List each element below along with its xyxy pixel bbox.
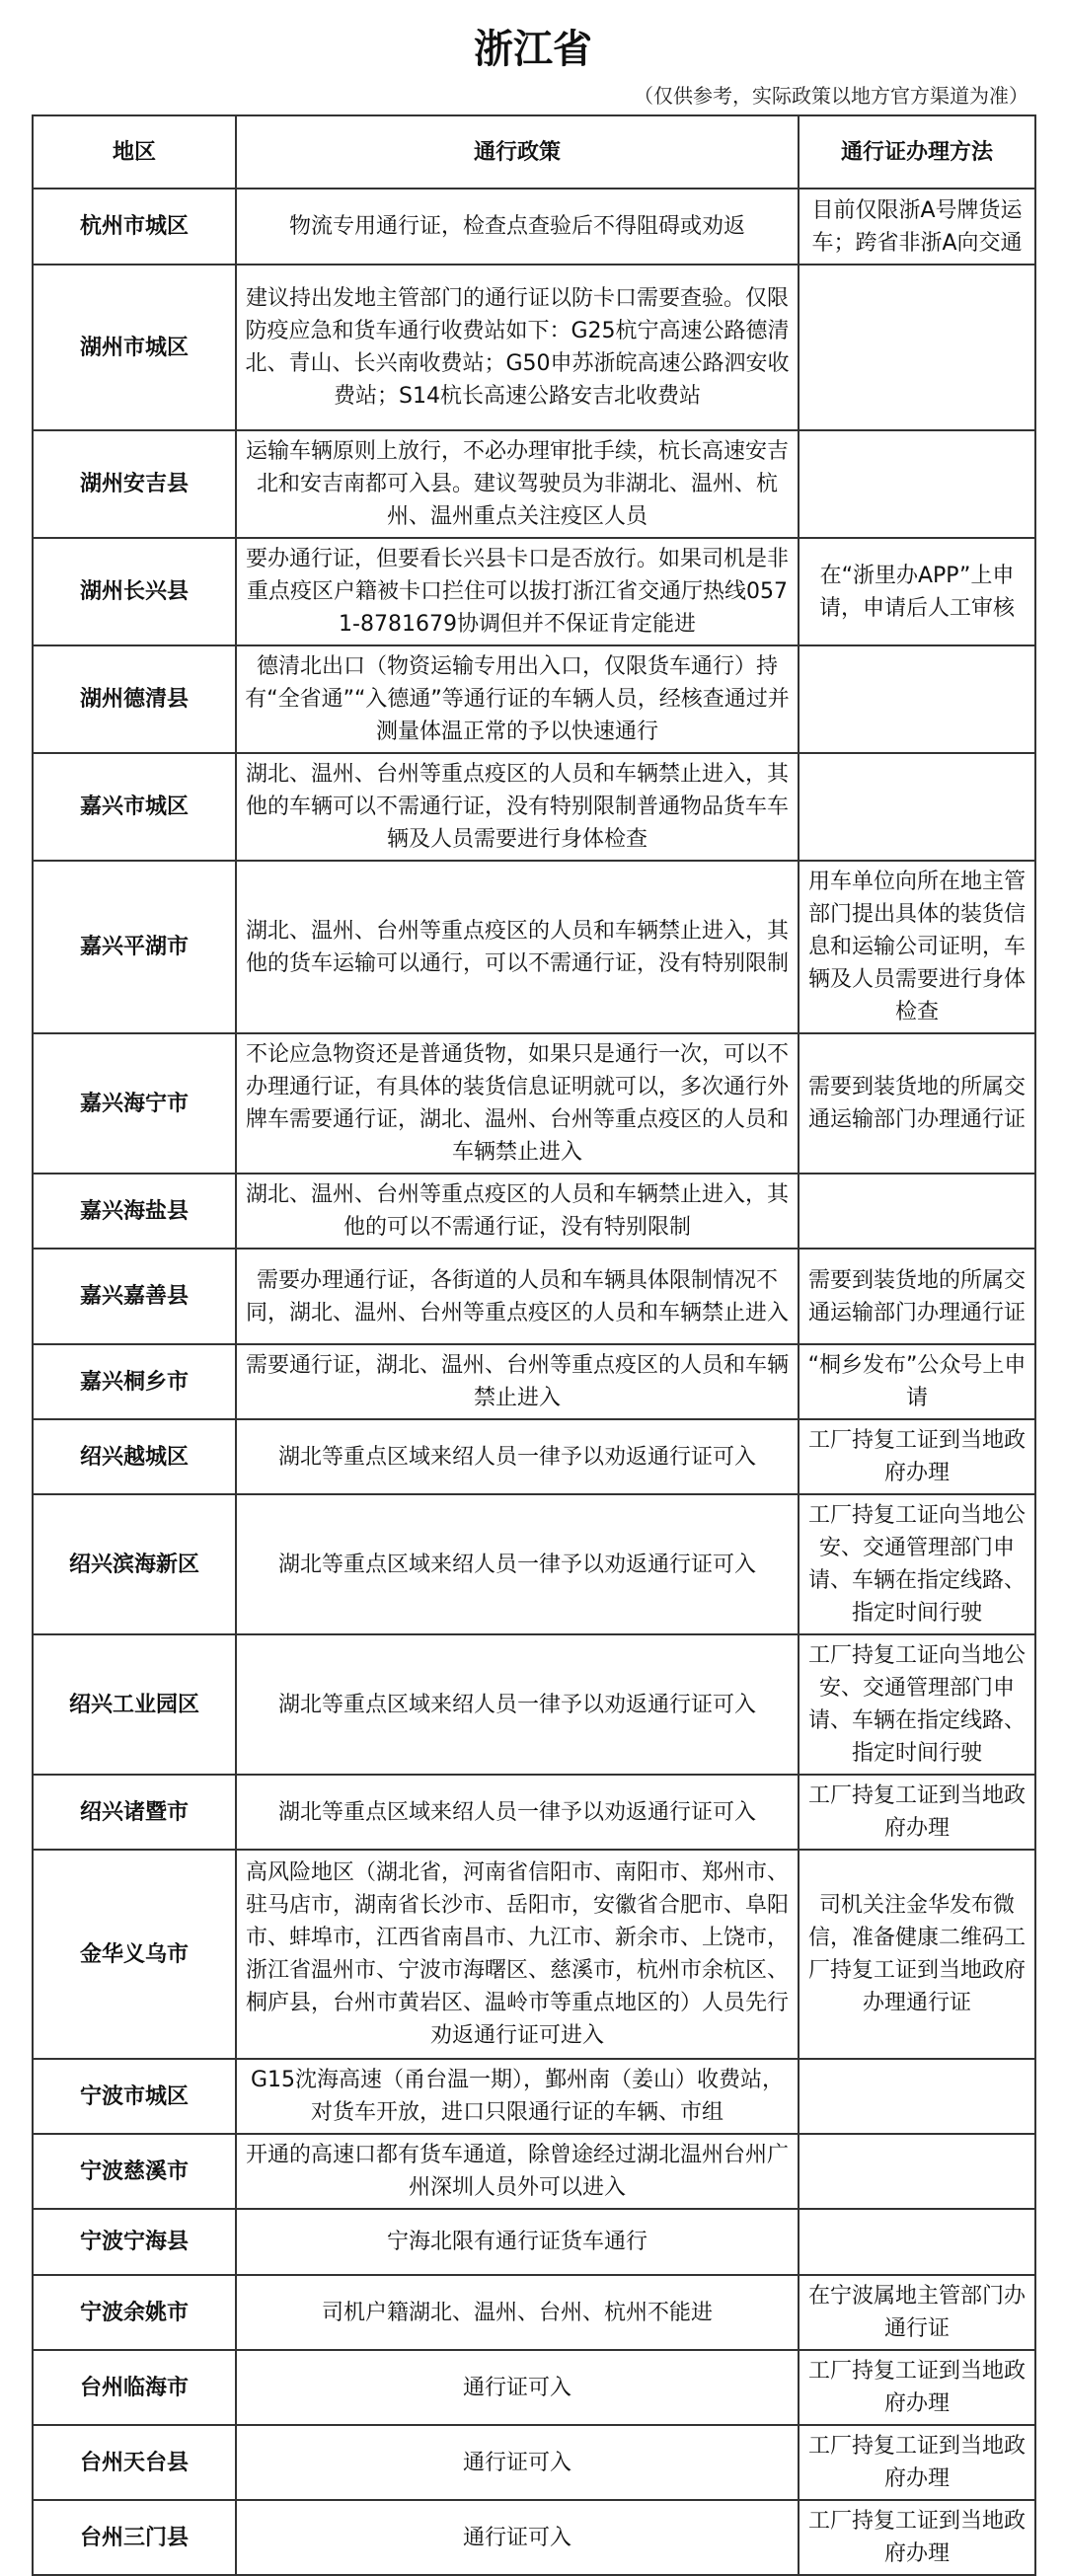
table-row [33, 861, 1035, 1033]
table-row [33, 1249, 1035, 1344]
method-cell: 需要到装货地的所属交通运输部门办理通行证 [799, 1033, 1035, 1174]
region-cell: 宁波余姚市 [33, 2275, 236, 2350]
policy-cell: 要办通行证，但要看长兴县卡口是否放行。如果司机是非重点疫区户籍被卡口拦住可以拔打浙江省交通厅热线0571-8781679协调但并不保证肯定能进 [236, 538, 799, 645]
policy-cell: 湖北等重点区域来绍人员一律予以劝返通行证可入 [236, 1775, 799, 1850]
header-policy: 通行政策 [236, 115, 799, 189]
region-cell: 绍兴滨海新区 [33, 1494, 236, 1634]
table-row [33, 1634, 1035, 1775]
table-row [33, 189, 1035, 265]
policy-cell: 湖北等重点区域来绍人员一律予以劝返通行证可入 [236, 1634, 799, 1775]
policy-cell: 高风险地区（湖北省，河南省信阳市、南阳市、郑州市、驻马店市，湖南省长沙市、岳阳市，安徽省合肥市、阜阳市、蚌埠市，江西省南昌市、九江市、新余市、上饶市，浙江省温州市、宁波市海曙区、慈溪市，杭州市余杭区、桐庐县，台州市黄岩区、温岭市等重点地区的）人员先行劝返通行证可进入 [236, 1850, 799, 2059]
policy-cell: 湖北、温州、台州等重点疫区的人员和车辆禁止进入，其他的车辆可以不需通行证，没有特别限制普通物品货车车辆及人员需要进行身体检查 [236, 753, 799, 861]
header-row [33, 115, 1035, 189]
table-row [33, 2134, 1035, 2209]
method-cell: 工厂持复工证到当地政府办理 [799, 2350, 1035, 2425]
method-cell: “桐乡发布”公众号上申请 [799, 1344, 1035, 1419]
table-body [33, 189, 1035, 2575]
method-cell [799, 265, 1035, 430]
method-cell: 工厂持复工证向当地公安、交通管理部门申请、车辆在指定线路、指定时间行驶 [799, 1494, 1035, 1634]
method-cell: 司机关注金华发布微信，准备健康二维码工厂持复工证到当地政府办理通行证 [799, 1850, 1035, 2059]
policy-cell: 通行证可入 [236, 2350, 799, 2425]
page-title: 浙江省 [474, 27, 592, 72]
policy-cell: 不论应急物资还是普通货物，如果只是通行一次，可以不办理通行证，有具体的装货信息证明就可以，多次通行外牌车需要通行证，湖北、温州、台州等重点疫区的人员和车辆禁止进入 [236, 1033, 799, 1174]
method-cell: 在宁波属地主管部门办通行证 [799, 2275, 1035, 2350]
table-row [33, 1775, 1035, 1850]
method-cell: 工厂持复工证到当地政府办理 [799, 2500, 1035, 2575]
region-cell: 湖州长兴县 [33, 538, 236, 645]
table-row [33, 538, 1035, 645]
method-cell: 用车单位向所在地主管部门提出具体的装货信息和运输公司证明，车辆及人员需要进行身体检查 [799, 861, 1035, 1033]
policy-cell: 宁海北限有通行证货车通行 [236, 2209, 799, 2275]
table-row [33, 2209, 1035, 2275]
method-cell [799, 645, 1035, 753]
region-cell: 嘉兴海盐县 [33, 1174, 236, 1249]
policy-cell: 湖北、温州、台州等重点疫区的人员和车辆禁止进入，其他的货车运输可以通行，可以不需通行证，没有特别限制 [236, 861, 799, 1033]
policy-cell: 物流专用通行证，检查点查验后不得阻碍或劝返 [236, 189, 799, 265]
method-cell: 工厂持复工证到当地政府办理 [799, 1419, 1035, 1494]
method-cell: 需要到装货地的所属交通运输部门办理通行证 [799, 1249, 1035, 1344]
region-cell: 台州天台县 [33, 2425, 236, 2500]
method-cell [799, 2134, 1035, 2209]
policy-cell: 需要通行证，湖北、温州、台州等重点疫区的人员和车辆禁止进入 [236, 1344, 799, 1419]
table-row [33, 1850, 1035, 2059]
method-cell: 工厂持复工证向当地公安、交通管理部门申请、车辆在指定线路、指定时间行驶 [799, 1634, 1035, 1775]
region-cell: 金华义乌市 [33, 1850, 236, 2059]
region-cell: 湖州安吉县 [33, 430, 236, 538]
region-cell: 宁波市城区 [33, 2059, 236, 2134]
region-cell: 杭州市城区 [33, 189, 236, 265]
policy-cell: 德清北出口（物资运输专用出入口，仅限货车通行）持有“全省通”“入德通”等通行证的车辆人员，经核查通过并测量体温正常的予以快速通行 [236, 645, 799, 753]
policy-cell: 运输车辆原则上放行，不必办理审批手续，杭长高速安吉北和安吉南都可入县。建议驾驶员为非湖北、温州、杭州、温州重点关注疫区人员 [236, 430, 799, 538]
policy-cell: 需要办理通行证，各街道的人员和车辆具体限制情况不同，湖北、温州、台州等重点疫区的人员和车辆禁止进入 [236, 1249, 799, 1344]
region-cell: 嘉兴海宁市 [33, 1033, 236, 1174]
table-row [33, 2275, 1035, 2350]
region-cell: 湖州市城区 [33, 265, 236, 430]
policy-table [32, 114, 1036, 2576]
region-cell: 宁波慈溪市 [33, 2134, 236, 2209]
table-row [33, 2350, 1035, 2425]
policy-cell: G15沈海高速（甬台温一期），鄞州南（姜山）收费站，对货车开放，进口只限通行证的车辆、市组 [236, 2059, 799, 2134]
region-cell: 台州三门县 [33, 2500, 236, 2575]
policy-cell: 开通的高速口都有货车通道，除曾途经过湖北温州台州广州深圳人员外可以进入 [236, 2134, 799, 2209]
method-cell: 目前仅限浙A号牌货运车；跨省非浙A向交通 [799, 189, 1035, 265]
policy-cell: 湖北等重点区域来绍人员一律予以劝返通行证可入 [236, 1419, 799, 1494]
region-cell: 嘉兴平湖市 [33, 861, 236, 1033]
region-cell: 绍兴越城区 [33, 1419, 236, 1494]
table-row [33, 265, 1035, 430]
region-cell: 嘉兴市城区 [33, 753, 236, 861]
table-row [33, 753, 1035, 861]
header-region: 地区 [33, 115, 236, 189]
table-row [33, 430, 1035, 538]
method-cell [799, 753, 1035, 861]
method-cell: 在“浙里办APP”上申请，申请后人工审核 [799, 538, 1035, 645]
table-row [33, 1419, 1035, 1494]
method-cell: 工厂持复工证到当地政府办理 [799, 1775, 1035, 1850]
policy-cell: 湖北、温州、台州等重点疫区的人员和车辆禁止进入，其他的可以不需通行证，没有特别限制 [236, 1174, 799, 1249]
region-cell: 湖州德清县 [33, 645, 236, 753]
table-row [33, 1494, 1035, 1634]
policy-cell: 通行证可入 [236, 2425, 799, 2500]
policy-cell: 湖北等重点区域来绍人员一律予以劝返通行证可入 [236, 1494, 799, 1634]
method-cell [799, 430, 1035, 538]
method-cell: 工厂持复工证到当地政府办理 [799, 2425, 1035, 2500]
policy-cell: 建议持出发地主管部门的通行证以防卡口需要查验。仅限防疫应急和货车通行收费站如下：G25杭宁高速公路德清北、青山、长兴南收费站；G50申苏浙皖高速公路泗安收费站；S14杭长高速公路安吉北收费站 [236, 265, 799, 430]
region-cell: 台州临海市 [33, 2350, 236, 2425]
method-cell [799, 2209, 1035, 2275]
disclaimer-note: （仅供参考，实际政策以地方官方渠道为准） [634, 84, 1028, 108]
policy-cell: 通行证可入 [236, 2500, 799, 2575]
region-cell: 嘉兴嘉善县 [33, 1249, 236, 1344]
region-cell: 嘉兴桐乡市 [33, 1344, 236, 1419]
method-cell [799, 2059, 1035, 2134]
table-row [33, 645, 1035, 753]
header-method: 通行证办理方法 [799, 115, 1035, 189]
policy-cell: 司机户籍湖北、温州、台州、杭州不能进 [236, 2275, 799, 2350]
region-cell: 宁波宁海县 [33, 2209, 236, 2275]
table-row [33, 2500, 1035, 2575]
table-row [33, 2425, 1035, 2500]
table-row [33, 1344, 1035, 1419]
table-row [33, 1033, 1035, 1174]
table-row [33, 1174, 1035, 1249]
region-cell: 绍兴诸暨市 [33, 1775, 236, 1850]
table-row [33, 2059, 1035, 2134]
method-cell [799, 1174, 1035, 1249]
region-cell: 绍兴工业园区 [33, 1634, 236, 1775]
